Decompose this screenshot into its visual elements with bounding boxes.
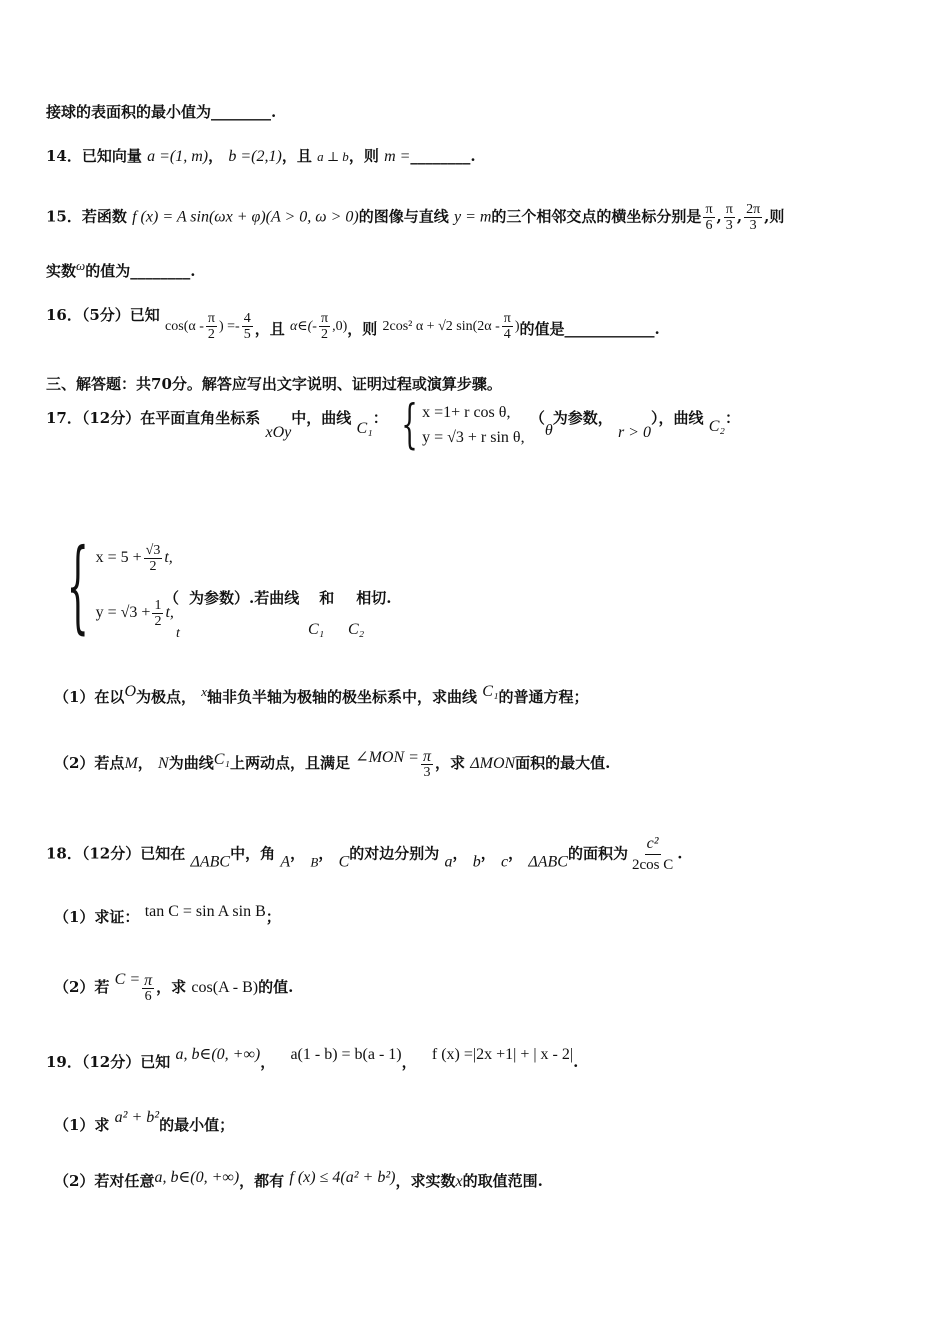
q18-triangle: ΔABC: [190, 853, 231, 871]
q17-text1: 中，曲线: [291, 409, 352, 427]
q15-omega: ω: [76, 258, 86, 273]
q19-2-x: x: [455, 1173, 463, 1190]
q18-a: a: [444, 853, 453, 871]
q18-triangle2: ΔABC: [528, 853, 568, 871]
question-16: [46, 305, 660, 342]
q17-2-m: M: [124, 755, 138, 772]
q18-area-frac: $\frac{\text{c²}}{\text{2cos C}}$: [631, 835, 674, 873]
q18-2-text3: 的值.: [258, 978, 294, 996]
q16-text1: ，且: [254, 320, 285, 338]
q17-2-text1: （2）若点: [54, 754, 125, 772]
q17-2-n: N: [158, 755, 169, 772]
q19-function: f (x) =|2x +1| + | x - 2|: [431, 1046, 574, 1063]
q15-text4: 实数: [46, 262, 77, 280]
q17-1-o: O: [124, 683, 136, 700]
section-3-header: [46, 374, 502, 394]
q19-2-inequality: f (x) ≤ 4(a² + b²): [289, 1169, 396, 1186]
question-17-c2: [46, 527, 392, 644]
q13-tail-text: 接球的表面积的最小值为________.: [46, 103, 277, 121]
q17-2-c1: C₁: [213, 751, 230, 768]
q18-B: B: [310, 854, 319, 870]
question-17-part2: [54, 748, 610, 780]
q16-text2: ，则: [347, 320, 378, 338]
q17-2-frac: $\frac{\pi}{3}$: [422, 747, 431, 780]
q17-c2-desc: （ 为参数）.若曲线 和 相切.: [164, 589, 392, 607]
q17-c1: C₁: [356, 420, 373, 437]
q13-tail: [46, 102, 276, 122]
q15-frac-2: $\frac{\pi}{3}$: [725, 202, 733, 233]
q17-2-text5: 面积的最大值.: [515, 754, 611, 772]
q17-label: 17．（12分）在平面直角坐标系: [46, 409, 261, 427]
q18-text2: 的对边分别为: [349, 844, 440, 863]
q16-blank: 的值是____________.: [519, 320, 660, 338]
q15-frac-3: $\frac{2\pi}{3}$: [746, 202, 761, 233]
question-18-part1: [54, 902, 281, 927]
q17-c1-system: { x =1+ r cos θ, y = √3 + r sin θ,: [401, 395, 525, 455]
q16-frac-45: $\frac{4}{5}$: [243, 310, 251, 342]
q14-text1: ，且: [281, 147, 312, 165]
q18-2-text1: （2）若: [54, 978, 110, 996]
q17-1-c1: C₁: [482, 683, 499, 700]
q17-r-positive: r > 0: [617, 424, 651, 441]
question-19-part1: [54, 1108, 234, 1135]
question-15: 15．若函数 f (x) = A sin(ωx + φ)(A > 0, ω > 0)的图像与直线 y = m的三个相邻交点的横坐标分别是 $\frac{\pi}{6}$ , $\frac{\pi}{3}$ , $\frac{2\pi}{3}$ ,则: [46, 202, 785, 233]
q15-frac-1: $\frac{\pi}{6}$: [705, 202, 713, 233]
q17-text2: （: [529, 409, 545, 427]
q19-2-text1: （2）若对任意: [54, 1172, 155, 1190]
q17-colon2: ：: [724, 409, 740, 427]
q17-c2: C₂: [708, 418, 725, 435]
q17-1-text1: （1）在以: [54, 688, 125, 706]
q15-line: y = m: [453, 208, 492, 226]
q19-label: 19．（12分）已知: [46, 1053, 171, 1071]
q17-2-text4: ，求: [434, 754, 465, 772]
q17-text3: 为参数，: [552, 409, 613, 427]
q19-2-text4: 的取值范围.: [462, 1172, 543, 1190]
q18-label: 18．（12分）已知在: [46, 844, 186, 863]
q17-2-sep: ，: [137, 754, 153, 772]
q17-2-triangle: ΔMON: [470, 755, 516, 772]
q16-expr-close: ): [514, 319, 520, 334]
question-19: 19．（12分）已知 a, b∈(0, +∞)， a(1 - b) = b(a - 1)， f (x) =|2x +1| + | x - 2|.: [46, 1046, 579, 1071]
q14-blank: ________.: [410, 147, 476, 165]
q18-2-c: C =: [114, 971, 141, 988]
q17-colon: ：: [372, 409, 388, 427]
q17-c2-row2: y = √3 + $\frac{1}{2}$ t,: [95, 598, 174, 629]
q16-frac-alpha: $\frac{\pi}{2}$: [320, 310, 329, 342]
q18-text1: 中，角: [230, 844, 276, 863]
q16-range-end: ,0): [332, 319, 348, 334]
q19-1-text1: （1）求: [54, 1116, 110, 1134]
q18-text3: 的面积为: [567, 844, 628, 863]
q17-c2-curve2: C₂: [348, 621, 365, 638]
question-17-part1: [54, 682, 589, 707]
q14-vector-a: a =(1, m): [147, 148, 209, 165]
q19-domain: a, b∈(0, +∞): [175, 1046, 261, 1063]
q16-frac-pi2: $\frac{\pi}{2}$: [207, 310, 215, 342]
q19-2-domain: a, b∈(0, +∞): [154, 1169, 240, 1186]
q16-expr: 2cos² α + √2 sin(2α -: [382, 319, 500, 334]
q17-xoy: xOy: [265, 424, 292, 441]
q17-1-text3: 轴非负半轴为极轴的极坐标系中，求曲线: [207, 688, 478, 706]
q17-c2-t: t: [176, 626, 180, 641]
q17-2-angle: ∠MON =: [355, 749, 419, 766]
q19-2-text2: ，都有: [239, 1172, 285, 1190]
q15-text2: 的三个相邻交点的横坐标分别是: [491, 207, 702, 226]
q18-b: b: [472, 853, 481, 871]
q19-1-text2: 的最小值；: [159, 1116, 235, 1134]
q16-label: 16．（5分）已知: [46, 306, 160, 324]
q18-2-frac: $\frac{\pi}{6}$: [144, 971, 153, 1004]
question-18-part2: [54, 970, 293, 1004]
q17-1-x: x: [201, 684, 208, 699]
q18-1-text1: （1）求证：: [54, 908, 140, 926]
q14-perp: a ⊥ b: [317, 149, 349, 164]
section-3-text: 三、解答题：共70分。解答应写出文字说明、证明过程或演算步骤。: [46, 375, 502, 393]
q14-m: m =: [384, 148, 411, 165]
q17-theta: θ: [544, 422, 553, 439]
q18-c: c: [501, 853, 509, 871]
q15-text3: ,则: [764, 207, 785, 226]
q18-A: A: [280, 853, 291, 871]
q18-2-text2: ，求: [156, 978, 187, 996]
q16-cos: cos(α -: [165, 319, 204, 334]
q14-sep: ，: [208, 147, 224, 165]
q15-blank: 的值为________.: [85, 262, 196, 280]
question-19-part2: [54, 1168, 543, 1192]
q19-condition: a(1 - b) = b(a - 1): [290, 1046, 402, 1063]
q17-c1-row1: x =1+ r cos θ,: [422, 403, 511, 421]
q19-1-expr: a² + b²: [114, 1109, 160, 1126]
q14-vector-b: b =(2,1): [228, 148, 282, 165]
q17-1-text4: 的普通方程；: [498, 688, 589, 706]
q17-2-text3: 上两动点，且满足: [229, 754, 350, 772]
q17-text4: ），曲线: [650, 409, 704, 427]
question-15-line2: [46, 256, 195, 281]
q17-c2-row1: x = 5 + $\frac{√3}{2}$ t,: [95, 543, 173, 574]
q18-1-end: ；: [265, 908, 281, 926]
q17-1-text2: 为极点，: [136, 688, 197, 706]
q15-label: 15．若函数: [46, 207, 127, 226]
q17-c2-curve1: C₁: [308, 621, 325, 638]
question-17: [46, 395, 740, 455]
q14-label: 14．已知向量: [46, 147, 142, 165]
q15-function: f (x) = A sin(ωx + φ)(A > 0, ω > 0): [132, 208, 359, 226]
q19-2-text3: ，求实数: [395, 1172, 456, 1190]
q14-text2: ，则: [348, 147, 379, 165]
q18-2-expr: cos(A - B): [191, 979, 259, 996]
q16-frac-pi4: $\frac{\pi}{4}$: [503, 310, 511, 342]
q17-c1-row2: y = √3 + r sin θ,: [422, 428, 525, 446]
q16-alpha: α∈(-: [289, 319, 317, 334]
question-14: [46, 146, 476, 167]
q17-2-text2: 为曲线: [168, 754, 214, 772]
q17-c2-system: { x = 5 + $\frac{√3}{2}$ t, y = √3 + $\frac{1}{2}$ t,: [66, 527, 174, 644]
q15-text1: 的图像与直线: [358, 207, 449, 226]
q16-eq: ) =-: [218, 319, 240, 334]
question-18: 18．（12分）已知在 ΔABC中，角 A， B， C的对边分别为 a， b， c， ΔABC的面积为 $\frac{\text{c²}}{\text{2cos C}}$ .: [46, 835, 683, 873]
q18-C: C: [338, 853, 350, 871]
q18-1-expr: tan C = sin A sin B: [144, 903, 266, 920]
